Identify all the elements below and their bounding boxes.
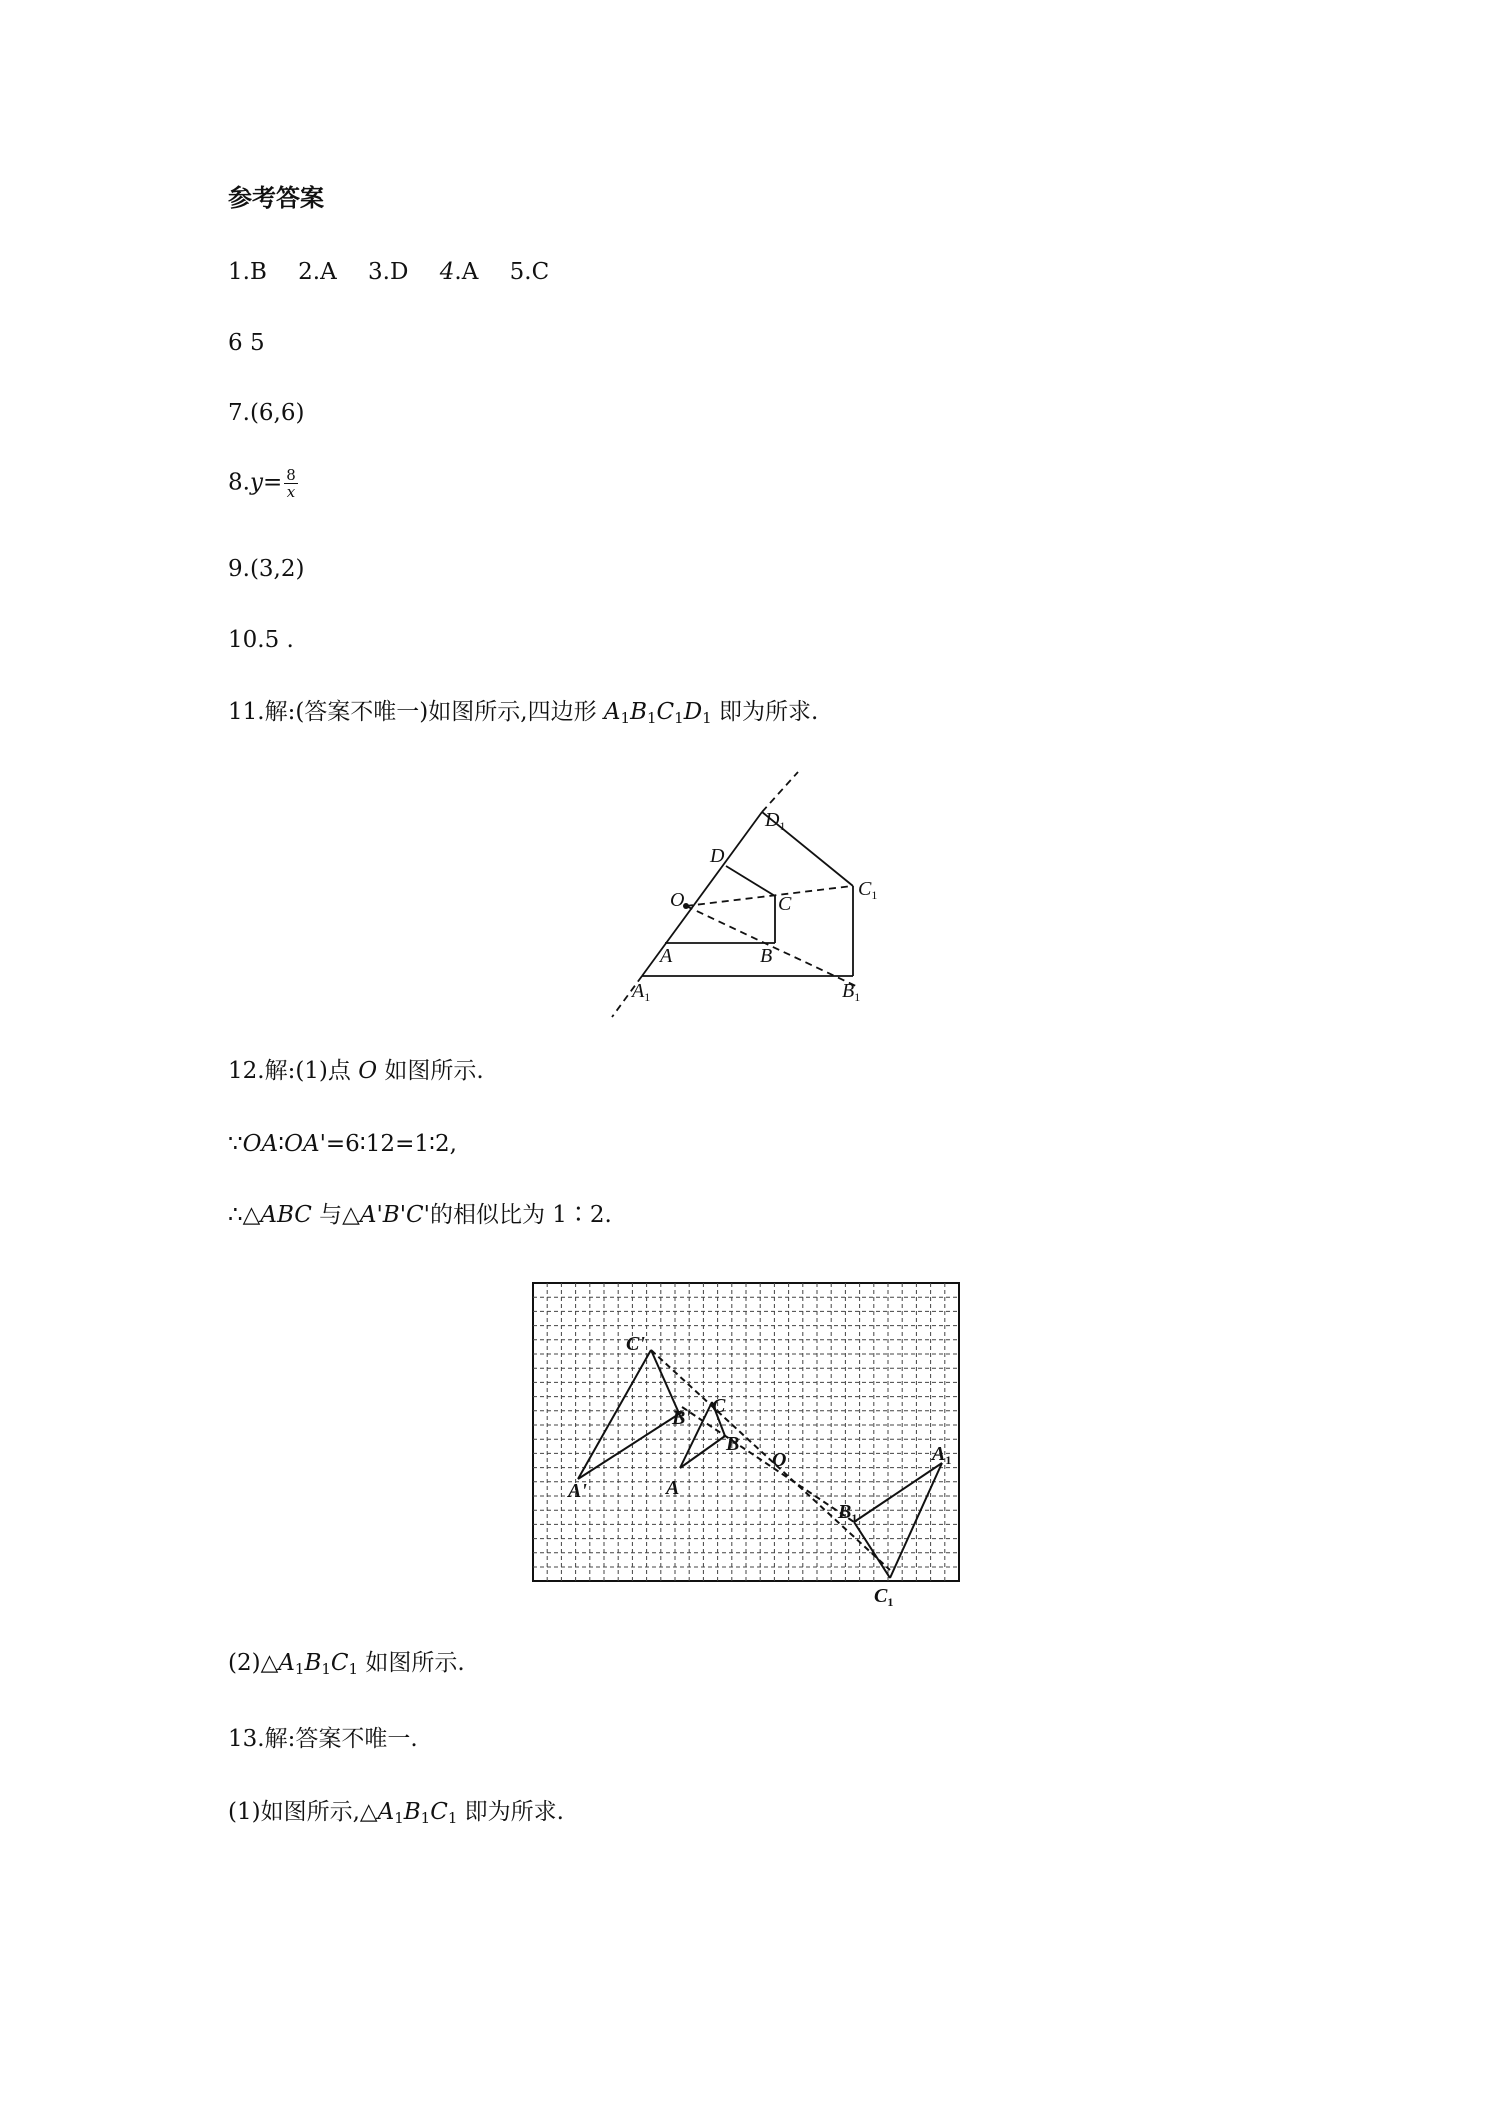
q12-part2-sub-2: 1: [321, 1660, 331, 1678]
fraction-denominator: x: [286, 483, 296, 501]
answer-8-variable: y: [249, 469, 263, 496]
q12-triangle-abc: ABC: [260, 1202, 312, 1228]
answer-heading: 参考答案: [228, 184, 324, 212]
q12-similarity-ratio: 的相似比为 1∶2.: [429, 1202, 612, 1228]
q11-sub-3: 1: [674, 709, 684, 727]
q13-sub-3: 1: [447, 1809, 458, 1827]
q12-part-2: [228, 1648, 465, 1678]
q11-homothety-figure: [600, 765, 880, 1030]
label-c1: $C_1$: [858, 878, 878, 902]
therefore-symbol: ∴△: [228, 1202, 261, 1228]
q13-line-1: 13.解:答案不唯一.: [228, 1726, 418, 1752]
q13-vertex-c: C: [430, 1799, 448, 1825]
answer-8-equals: =: [262, 469, 283, 496]
q12-prefix: 12.解:(1)点: [228, 1058, 359, 1084]
q12-part2-vertex-a: A: [278, 1650, 295, 1676]
because-symbol: ∵: [228, 1131, 243, 1157]
q11-prefix: 11.解:(答案不唯一)如图所示,四边形: [228, 699, 604, 725]
q12-suffix: 如图所示.: [377, 1058, 484, 1084]
answer-8-prefix: 8.: [228, 469, 250, 496]
label-b: B: [760, 945, 773, 967]
label-d1: $D_1$: [765, 809, 786, 833]
q12-part2-vertex-c: C: [330, 1650, 349, 1676]
q13-vertex-b: B: [403, 1799, 421, 1825]
answer-4-number: 4: [439, 259, 455, 285]
answer-3: 3.D: [368, 259, 409, 285]
q12-segment-oa-prime: OA': [284, 1131, 326, 1157]
q13-line-2: [228, 1797, 564, 1827]
answer-7: 7.(6,6): [228, 400, 305, 426]
answer-6: 6 5: [228, 330, 265, 356]
q11-vertex-b: B: [630, 699, 647, 725]
q12-segment-oa: OA: [242, 1131, 279, 1157]
q12-ratio-value: =6∶12=1∶2,: [325, 1131, 457, 1157]
q12-ratio-sep: ∶: [278, 1131, 285, 1157]
q13-sub-2: 1: [420, 1809, 431, 1827]
q12-line-1: [228, 1056, 484, 1086]
answer-row-1-5: [228, 257, 549, 287]
q13-prefix: (1)如图所示,△: [228, 1799, 378, 1825]
answer-5: 5.C: [509, 259, 550, 285]
label-a-prime: A': [568, 1480, 587, 1502]
q13-sub-1: 1: [394, 1809, 404, 1827]
label-a1: $A_1$: [932, 1443, 952, 1467]
label-b1: $B_1$: [838, 1501, 858, 1525]
q11-sub-1: 1: [620, 709, 631, 727]
q11-vertex-c: C: [656, 699, 675, 725]
q11-vertex-a: A: [603, 699, 621, 725]
q12-part2-vertex-b: B: [304, 1650, 322, 1676]
answer-10: 10.5 .: [228, 627, 294, 653]
label-b-prime: B': [672, 1407, 691, 1429]
label-c: C: [778, 893, 792, 915]
answer-8: [228, 467, 298, 500]
label-c1: $C_1$: [874, 1585, 894, 1609]
answer-9: 9.(3,2): [228, 556, 305, 582]
q12-part2-sub-3: 1: [348, 1660, 359, 1678]
label-c: C: [712, 1395, 726, 1417]
label-d: D: [710, 845, 725, 867]
label-c-prime: C': [626, 1333, 645, 1355]
segment-cd: [726, 866, 775, 896]
q12-grid-figure: [530, 1280, 962, 1609]
label-a1: $A_1$: [632, 980, 651, 1004]
answer-1: 1.B: [228, 259, 267, 285]
label-b1: $B_1$: [842, 980, 861, 1004]
q13-vertex-a: A: [377, 1799, 395, 1825]
q12-and: 与△: [311, 1202, 360, 1228]
q13-suffix: 即为所求.: [457, 1799, 564, 1825]
label-o: O: [670, 889, 685, 911]
q11-suffix: 即为所求.: [711, 699, 819, 725]
q12-triangle-abc-prime: A'B'C': [359, 1202, 430, 1228]
label-a: A: [660, 945, 673, 967]
answer-2: 2.A: [298, 259, 337, 285]
q12-line-3: [228, 1200, 612, 1230]
q12-part2-suffix: 如图所示.: [358, 1650, 465, 1676]
dashed-ray-oc1: [686, 886, 852, 906]
dashed-ray-upper: [762, 772, 798, 812]
label-a: A: [666, 1477, 680, 1499]
answer-4-choice: .A: [454, 259, 479, 285]
q11-sub-4: 1: [702, 709, 712, 727]
label-b: B: [726, 1433, 740, 1455]
q12-part2-prefix: (2)△: [228, 1650, 279, 1676]
q11-vertex-d: D: [683, 699, 703, 725]
q12-line-2: [228, 1129, 457, 1159]
fraction-numerator: 8: [286, 466, 296, 484]
q12-part2-sub-1: 1: [294, 1660, 305, 1678]
answer-8-fraction: [284, 467, 298, 500]
label-o: O: [772, 1449, 787, 1471]
q11-solution-line: [228, 697, 818, 727]
q11-sub-2: 1: [646, 709, 657, 727]
q12-point-o: O: [358, 1058, 378, 1084]
